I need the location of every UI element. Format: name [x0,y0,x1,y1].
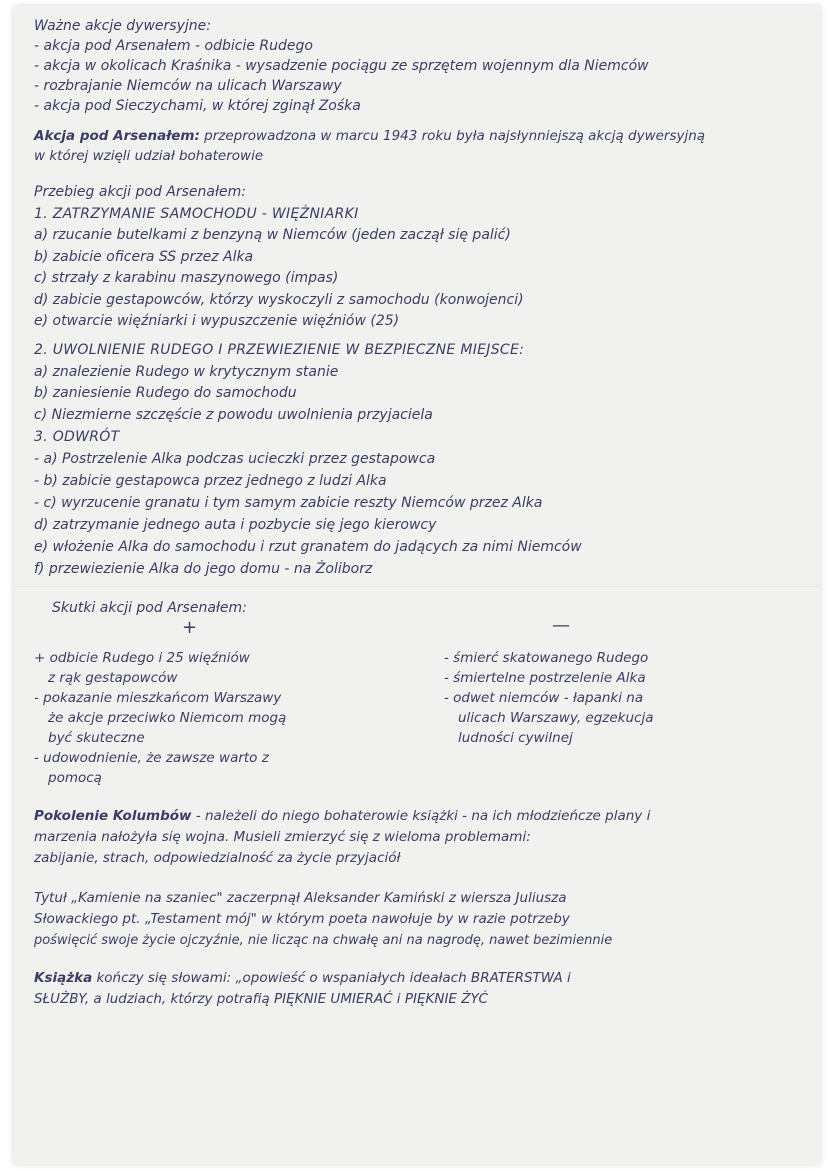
title-origin-section [34,888,800,951]
course-item: a) rzucanie butelkami z benzyną w Niemców (jeden zaczął się palić) [34,227,511,243]
arsenal-text: przeprowadzona w marcu 1943 roku była najsłynniejszą akcją dywersyjną [199,128,706,144]
arsenal-section [34,126,800,166]
generation-text: - należeli do niego bohaterowie książki - na ich młodzieńcze plany i [191,808,651,824]
course-item: d) zatrzymanie jednego auta i pozbycie się jego kierowcy [34,517,437,533]
effects-positive-list [34,648,414,788]
intro-item: - akcja pod Arsenałem - odbicie Rudego [34,38,313,54]
title-origin-text: Słowackiego pt. „Testament mój" w którym poeta nawołuje by w razie potrzeby [34,911,570,927]
course-step-1-heading: 1. ZATRZYMANIE SAMOCHODU - WIĘŹNIARKI [34,205,359,222]
course-item: e) otwarcie więźniarki i wypuszczenie więźniów (25) [34,313,400,329]
effect-positive-line: - pokazanie mieszkańcom Warszawy [34,690,282,706]
plus-sign: + [182,617,198,638]
course-item: - b) zabicie gestapowca przez jednego z ludzi Alka [34,473,387,489]
generation-text: zabijanie, strach, odpowiedzialność za życie przyjaciół [34,850,401,866]
title-origin-text: poświęcić swoje życie ojczyźnie, nie licząc na chwałę ani na nagrodę, nawet bezimiennie [34,933,613,948]
title-origin-text: Tytuł „Kamienie na szaniec" zaczerpnął Aleksander Kamiński z wiersza Juliusza [34,890,567,906]
effect-positive-line: z rąk gestapowców [48,670,178,686]
effect-negative-line: ludności cywilnej [458,730,573,746]
effect-positive-line: + odbicie Rudego i 25 więźniów [34,650,250,666]
effect-negative-line: ulicach Warszawy, egzekucja [458,710,654,726]
course-item: e) włożenie Alka do samochodu i rzut granatem do jadących za nimi Niemców [34,539,582,555]
course-item: c) strzały z karabinu maszynowego (impas) [34,270,339,286]
course-item: d) zabicie gestapowców, którzy wyskoczyli z samochodu (konwojenci) [34,291,524,308]
course-step-3-heading: 3. ODWRÓT [34,429,120,445]
course-title: Przebieg akcji pod Arsenałem: [34,184,246,200]
ending-lead: Książka [34,970,93,986]
course-item: b) zaniesienie Rudego do samochodu [34,385,297,401]
page-fold [14,586,820,588]
intro-item: - rozbrajanie Niemców na ulicach Warszawy [34,78,342,94]
generation-section [34,806,800,869]
ending-section [34,968,800,1010]
course-item: - a) Postrzelenie Alka podczas ucieczki przez gestapowca [34,451,436,467]
intro-section [34,16,800,116]
effect-positive-line: być skuteczne [48,730,145,746]
effect-positive-line: - udowodnienie, że zawsze warto z [34,750,269,766]
intro-item: - akcja w okolicach Kraśnika - wysadzenie pociągu ze sprzętem wojennym dla Niemców [34,58,649,74]
minus-sign: — [552,615,570,636]
effect-positive-line: pomocą [48,770,102,786]
generation-text: marzenia nałożyła się wojna. Musieli zmierzyć się z wieloma problemami: [34,829,531,845]
effect-negative-line: - odwet niemców - łapanki na [444,690,644,706]
course-item: c) Niezmierne szczęście z powodu uwolnienia przyjaciela [34,406,433,423]
course-section [34,182,800,333]
course-item: f) przewiezienie Alka do jego domu - na Żoliborz [34,561,373,577]
course-item: - c) wyrzucenie granatu i tym samym zabicie reszty Niemców przez Alka [34,495,543,511]
ending-text: SŁUŻBY, a ludziach, którzy potrafią PIĘKNIE UMIERAĆ i PIĘKNIE ŻYĆ [34,991,488,1007]
course-step-2 [34,340,800,426]
effect-negative-line: - śmiertelne postrzelenie Alka [444,670,646,686]
course-item: b) zabicie oficera SS przez Alka [34,248,254,265]
generation-lead: Pokolenie Kolumbów [34,808,192,824]
arsenal-text-2: w której wzięli udział bohaterowie [34,148,264,164]
effect-positive-line: że akcje przeciwko Niemcom mogą [48,710,287,726]
effect-negative-line: - śmierć skatowanego Rudego [444,650,649,666]
ending-text: kończy się słowami: „opowieść o wspaniałych ideałach BRATERSTWA i [92,970,571,986]
effects-title: Skutki akcji pod Arsenałem: [52,600,247,616]
intro-title: Ważne akcje dywersyjne: [34,18,211,34]
course-step-3 [34,426,800,580]
effects-negative-list [444,648,804,748]
effects-section [34,598,800,618]
notebook-page [14,6,820,1164]
intro-item: - akcja pod Sieczychami, w której zginął Zośka [34,98,361,114]
course-step-2-heading: 2. UWOLNIENIE RUDEGO I PRZEWIEZIENIE W BEZPIECZNE MIEJSCE: [34,342,525,358]
arsenal-lead: Akcja pod Arsenałem: [34,128,200,144]
course-item: a) znalezienie Rudego w krytycznym stanie [34,363,339,380]
